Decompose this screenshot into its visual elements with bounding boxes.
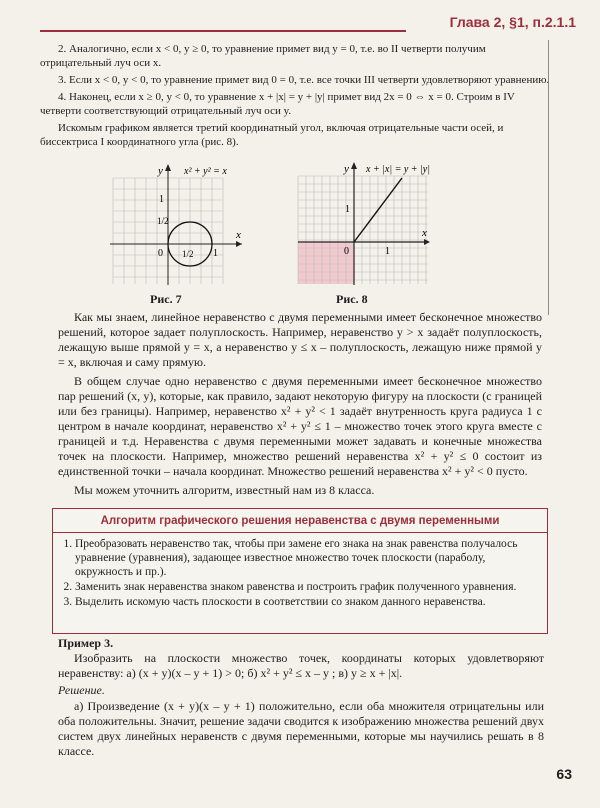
fig7-tick-half-x: 1/2 [182, 249, 194, 259]
top-text [40, 42, 556, 152]
y-arrow-8 [351, 162, 357, 169]
solution-text: а) Произведение (x + y)(x – y + 1) положительно, если оба множителя отрицательны или оба положительны. Значит, решение задачи сводится к изображению множества решений двух систем двух линейных неравенств с двумя переменными, которые мы научились решать в 8 классе. [58, 699, 544, 758]
fig8-x-label: x [422, 227, 427, 239]
paragraph: 3. Если x < 0, y < 0, то уравнение примет вид 0 = 0, т.е. все точки III четверти удовлетворяют уравнению. [58, 74, 550, 86]
chapter-title: Глава 2, §1, п.2.1.1 [449, 14, 576, 30]
x-arrow-7 [236, 241, 242, 247]
example-title: Пример 3. [58, 636, 114, 650]
fig7-tick-1x: 1 [213, 248, 218, 259]
algorithm-divider [53, 532, 547, 533]
paragraph: 2. Аналогично, если x < 0, y ≥ 0, то уравнение примет вид y = 0, т.е. во II четверти получим отрицательный луч оси x. [40, 43, 486, 69]
algorithm-step: 1. Преобразовать неравенство так, чтобы при замене его знака на знак равенства получалось уравнение (уравнения), задающее известное множество точек плоскости (параболу, окружность и пр.). [75, 537, 541, 579]
example-section [58, 636, 544, 761]
algorithm-step: 2. Заменить знак неравенства знаком равенства и построить график полученного уравнения. [75, 580, 541, 594]
example-task: Изобразить на плоскости множество точек, координаты которых удовлетворяют неравенству: а) (x + y)(x – y + 1) > 0; б) x² + y² ≤ x – y ; в) y ≥ x + |x|. [58, 651, 544, 680]
paragraph: Искомым графиком является третий координатный угол, включая отрицательные части осей, и биссектриса I координатного угла (рис. 8). [40, 122, 504, 148]
fig7-y-label: y [158, 165, 163, 177]
fig7-tick-0: 0 [158, 248, 163, 259]
figure-8-caption: Рис. 8 [336, 292, 368, 306]
main-text [58, 310, 542, 502]
figures [100, 160, 500, 308]
paragraph: Мы можем уточнить алгоритм, известный нам из 8 класса. [74, 483, 375, 497]
margin-rule [548, 40, 549, 315]
figure-7-graph [100, 160, 250, 292]
header-rule [40, 30, 406, 32]
page-header [40, 14, 576, 36]
fig8-tick-1: 1 [345, 204, 350, 215]
figure-7-caption: Рис. 7 [150, 292, 182, 306]
algorithm-title: Алгоритм графического решения неравенства с двумя переменными [100, 515, 500, 527]
paragraph: В общем случае одно неравенство с двумя переменными имеет бесконечное множество пар решений (x, y), которые, как правило, задают некоторую фигуру на плоскости (с границей или без границы). Например, неравенство x² + y² < 1 задаёт внутренность круга радиуса 1 с центром в начале координат, неравенство x² + y² ≤ 1 – множество точек этого круга вместе с границей и т.д. Неравенства с двумя переменными может задавать и конечные множества точек на плоскости. Например, множество решений неравенства x² + y² ≤ 0 состоит из единственной точки – начала координат. Множество решений неравенства x² + y² < 0 пусто. [58, 374, 542, 478]
fig7-tick-half-y: 1/2 [157, 216, 169, 226]
fig7-tick-1: 1 [159, 194, 164, 205]
y-arrow-7 [165, 164, 171, 171]
algorithm-step: 3. Выделить искомую часть плоскости в соответствии со знаком данного неравенства. [75, 595, 541, 609]
algorithm-steps [75, 537, 541, 609]
solution-label: Решение. [58, 683, 105, 697]
fig8-tick-1x: 1 [385, 246, 390, 257]
fig8-tick-0: 0 [344, 246, 349, 257]
page-number: 63 [556, 766, 572, 782]
paragraph: 4. Наконец, если x ≥ 0, y < 0, то уравнение x + |x| = y + |y| примет вид 2x = 0 ⇔ x = 0. Строим в IV четверти соответствующий отрицательный луч оси y. [40, 91, 515, 117]
algorithm-box [52, 508, 548, 634]
fig7-x-label: x [236, 229, 241, 241]
figure-8-graph [296, 160, 436, 292]
fig7-equation: x² + y² = x [184, 166, 227, 177]
paragraph: Как мы знаем, линейное неравенство с двумя переменными имеет бесконечное множество решений, которое задает полуплоскость. Например, неравенство y > x задаёт полуплоскость, лежащую выше прямой y = x, а неравенство y ≤ x – полуплоскость, лежащую ниже прямой y = x, включая и саму прямую. [58, 310, 542, 369]
fig8-equation: x + |x| = y + |y| [366, 164, 430, 175]
fig8-y-label: y [344, 163, 349, 175]
